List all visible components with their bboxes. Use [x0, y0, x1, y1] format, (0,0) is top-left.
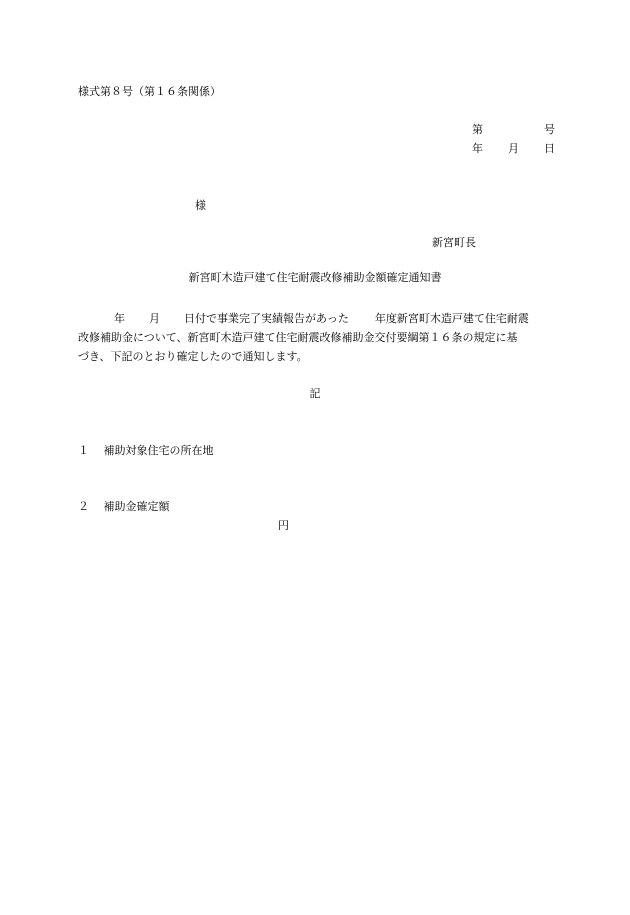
- item-number: １: [78, 444, 89, 457]
- amount-unit: 円: [278, 519, 289, 532]
- body-line-1-text-a: 日付で事業完了実績報告があった: [184, 312, 349, 325]
- date-month-label: 月: [508, 142, 519, 155]
- document-number-suffix: 号: [544, 123, 555, 136]
- item-number: ２: [78, 500, 89, 513]
- form-number: 様式第８号（第１６条関係）: [78, 85, 221, 98]
- document-number-prefix: 第: [472, 123, 483, 136]
- body-line-1-text-b: 年度新宮町木造戸建て住宅耐震: [374, 312, 529, 325]
- item-label: 補助金確定額: [103, 500, 170, 513]
- body-month-label: 月: [149, 312, 160, 325]
- addressee-honorific: 様: [195, 199, 206, 212]
- item-subsidized-address: [78, 445, 214, 456]
- record-heading: 記: [309, 387, 321, 400]
- body-line-1: [78, 309, 558, 328]
- body-paragraph: [78, 309, 558, 366]
- issuer-name: 新宮町長: [432, 236, 476, 249]
- notice-title: 新宮町木造戸建て住宅耐震改修補助金額確定通知書: [188, 271, 442, 284]
- date-day-label: 日: [544, 142, 555, 155]
- item-label: 補助対象住宅の所在地: [103, 444, 214, 457]
- body-line-3: づき、下記のとおり確定したので通知します。: [78, 350, 308, 363]
- item-confirmed-amount: [78, 501, 170, 512]
- date-year-label: 年: [472, 142, 483, 155]
- body-year-label: 年: [114, 312, 125, 325]
- body-line-2: 改修補助金について、新宮町木造戸建て住宅耐震改修補助金交付要綱第１６条の規定に基: [78, 331, 518, 344]
